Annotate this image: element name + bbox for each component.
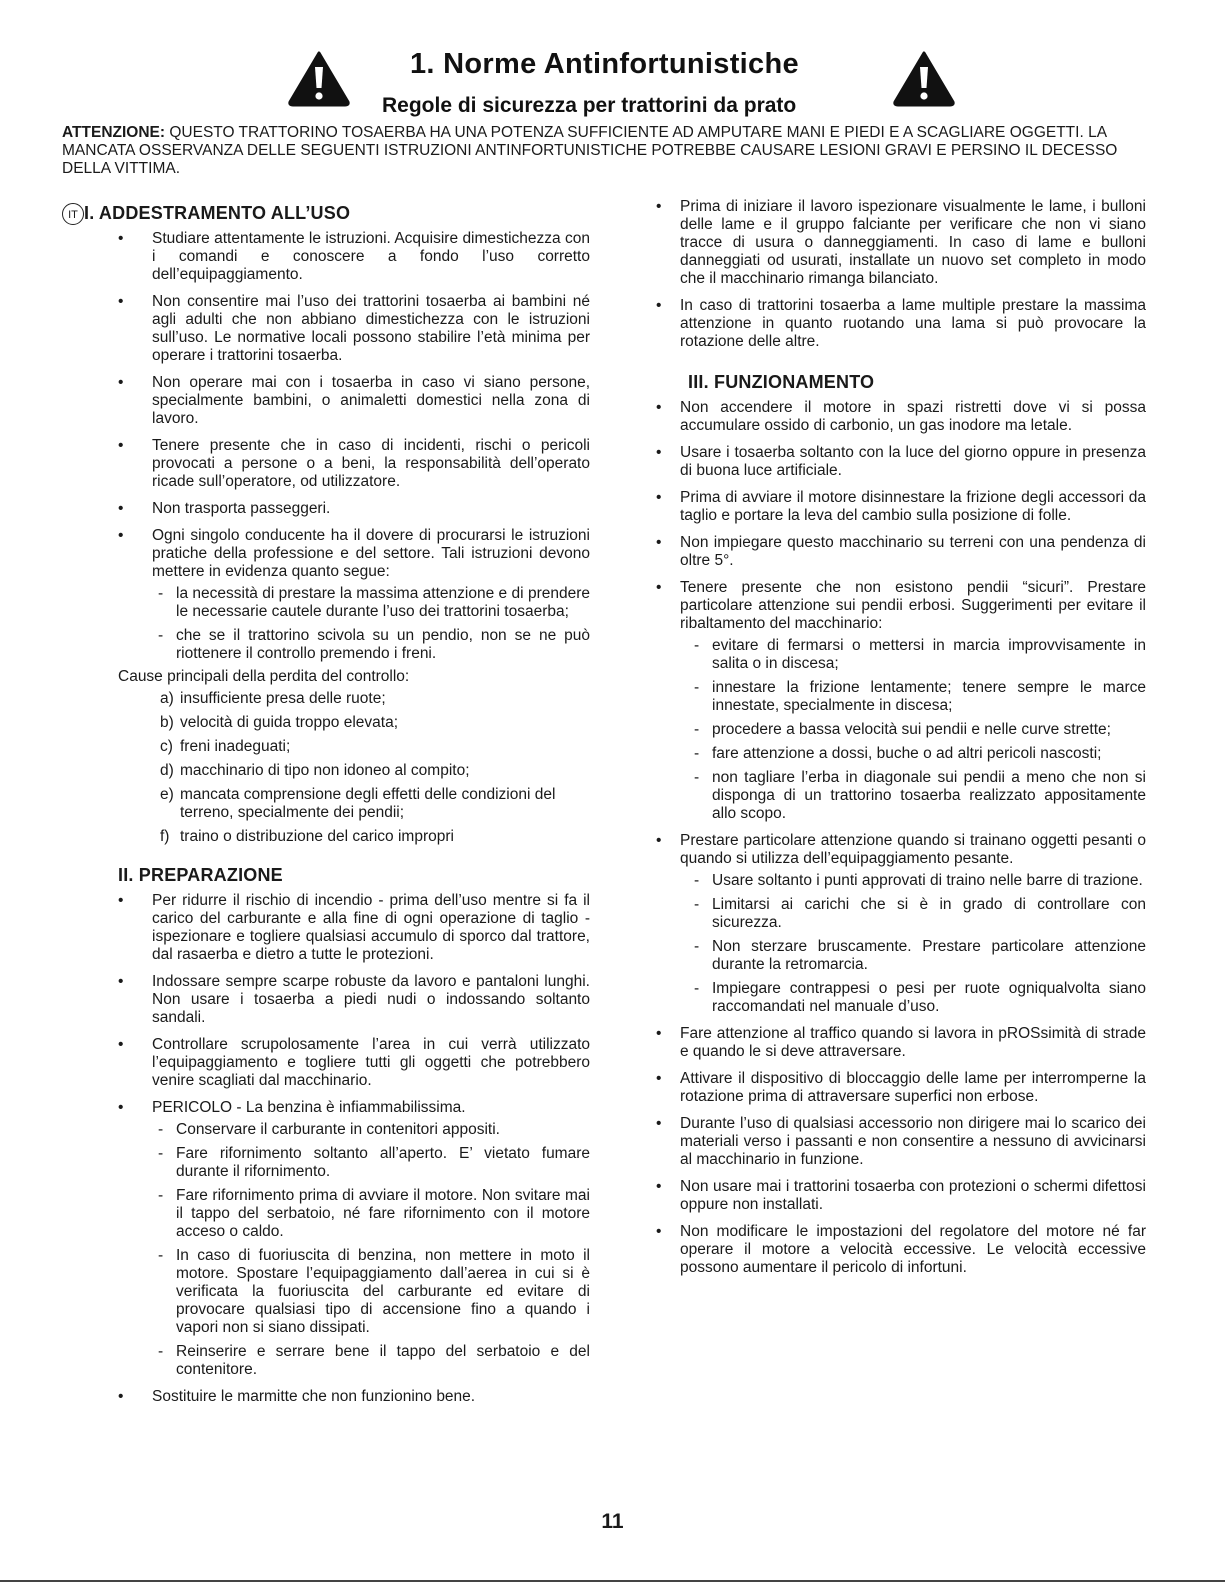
cause-text: mancata comprensione degli effetti delle condizioni del terreno, specialmente dei pendii; [180,786,556,821]
page-header [0,0,1225,130]
sub-list [688,872,1146,1016]
sub-list-item: - Limitarsi ai carichi che si è in grado di controllare con sicurezza. [688,896,1146,932]
list-item [656,832,1146,1016]
list-item: • Prima di avviare il motore disinnestare la frizione degli accessori da taglio e portare la leva del cambio sulla posizione di folle. [656,489,1146,525]
list-item: • Usare i tosaerba soltanto con la luce del giorno oppure in presenza di buona luce artificiale. [656,444,1146,480]
list-item-text: Prestare particolare attenzione quando si trainano oggetti pesanti o quando si utilizza dell’equipaggiamento pesante. [680,832,1146,867]
page-number: 11 [601,1510,624,1533]
list-item: • Non operare mai con i tosaerba in caso vi siano persone, specialmente bambini, o animaletti domestici nella zona di lavoro. [118,374,590,428]
sub-list-item: - Reinserire e serrare bene il tappo del serbatoio e del contenitore. [152,1343,590,1379]
cause-item [160,828,590,846]
list-item: • Non accendere il motore in spazi ristretti dove vi si possa accumulare ossido di carbonio, un gas inodore ma letale. [656,399,1146,435]
list-item: • Attivare il dispositivo di bloccaggio delle lame per interromperne la rotazione prima di attraversare superfici non erbose. [656,1070,1146,1106]
operation-list [656,399,1146,1277]
list-item: • Non trasporta passeggeri. [118,500,590,518]
cause-letter: b) [160,714,174,731]
list-item: • In caso di trattorini tosaerba a lame multiple prestare la massima attenzione in quanto ruotando una lama si può provocare la rotazione delle altre. [656,297,1146,351]
list-item: • Per ridurre il rischio di incendio - prima dell’uso mentre si fa il carico del carburante e alla fine di ogni operazione di taglio - ispezionare e togliere qualsiasi accumulo di sporco dal trattore, dal rasaerba e dietro a tutte le protezioni. [118,892,590,964]
sub-list-item: - la necessità di prestare la massima attenzione e di prendere le necessarie cautele durante l’uso dei trattorini tosaerba; [152,585,590,621]
section-title-operation: III. FUNZIONAMENTO [688,372,875,392]
cause-text: traino o distribuzione del carico impropri [180,828,454,845]
sub-list-item: - Fare rifornimento soltanto all’aperto. E’ vietato fumare durante il rifornimento. [152,1145,590,1181]
sub-list [688,637,1146,823]
language-badge: IT [62,203,84,225]
list-item: • Prima di iniziare il lavoro ispezionare visualmente le lame, i bulloni delle lame e il gruppo falciante per verificare che non vi siano tracce di usura o danneggiamenti. In caso di lame e bulloni danneggiati od usurati, installate un nuovo set completo in modo che il macchinario rimanga bilanciato. [656,198,1146,288]
preparation-list [118,892,590,1406]
sub-list-item: - evitare di fermarsi o mettersi in marcia improvvisamente in salita o in discesa; [688,637,1146,673]
list-item-text: Ogni singolo conducente ha il dovere di procurarsi le istruzioni pratiche della professione e del settore. Tali istruzioni devono mettere in evidenza quanto segue: [152,527,590,580]
sub-list-item: - Conservare il carburante in contenitori appositi. [152,1121,590,1139]
cause-item [160,786,590,822]
sub-list-item: - che se il trattorino scivola su un pendio, non se ne può riottenere il controllo premendo i freni. [152,627,590,663]
cause-text: insufficiente presa delle ruote; [180,690,386,707]
list-item-text: PERICOLO - La benzina è infiammabilissima. [152,1099,466,1116]
list-item [118,527,590,663]
cause-letter: e) [160,786,174,803]
list-item-text: Tenere presente che non esistono pendii “sicuri”. Prestare particolare attenzione sui pendii erbosi. Suggerimenti per evitare il ribaltamento del macchinario: [680,579,1146,632]
section-title-training: I. ADDESTRAMENTO ALL’USO [84,203,351,223]
cause-text: macchinario di tipo non idoneo al compito; [180,762,470,779]
sub-list-item: - Non sterzare bruscamente. Prestare particolare attenzione durante la retromarcia. [688,938,1146,974]
cause-text: freni inadeguati; [180,738,291,755]
list-item [656,579,1146,823]
list-item: • Non usare mai i trattorini tosaerba con protezioni o schermi difettosi oppure non installati. [656,1178,1146,1214]
sub-list-item: - fare attenzione a dossi, buche o ad altri pericoli nascosti; [688,745,1146,763]
list-item: • Indossare sempre scarpe robuste da lavoro e pantaloni lunghi. Non usare i tosaerba a piedi nudi o indossando soltanto sandali. [118,973,590,1027]
left-column [84,198,590,1415]
sub-list-item: - Fare rifornimento prima di avviare il motore. Non svitare mai il tappo del serbatoio, né fare rifornimento con il motore acceso o caldo. [152,1187,590,1241]
sub-list-item: - Impiegare contrappesi o pesi per ruote ogniqualvolta siano raccomandati nel manuale d’uso. [688,980,1146,1016]
list-item: • Controllare scrupolosamente l’area in cui verrà utilizzato l’equipaggiamento e togliere tutti gli oggetti che potrebbero venire scagliati dal macchinario. [118,1036,590,1090]
cause-letter: f) [160,828,170,845]
list-item: • Tenere presente che in caso di incidenti, rischi o pericoli provocati a persone o a beni, la responsabilità dell’operato ricade sull’operatore, od utilizzatore. [118,437,590,491]
inspection-list [656,198,1146,351]
sub-list [152,1121,590,1379]
causes-title: Cause principali della perdita del controllo: [118,668,410,685]
sub-list [152,585,590,663]
cause-letter: d) [160,762,174,779]
cause-item [160,762,590,780]
sub-list-item: - non tagliare l’erba in diagonale sui pendii a meno che non si disponga di un trattorino tosaerba realizzato appositamente allo scopo. [688,769,1146,823]
cause-letter: a) [160,690,174,707]
section-title-preparation: II. PREPARAZIONE [118,865,283,885]
page-title: 1. Norme Antinfortunistiche [410,48,799,80]
cause-text: velocità di guida troppo elevata; [180,714,399,731]
list-item: • Sostituire le marmitte che non funzionino bene. [118,1388,590,1406]
list-item: • Fare attenzione al traffico quando si lavora in pROSsimità di strade e quando le si deve attraversare. [656,1025,1146,1061]
sub-list-item: - innestare la frizione lentamente; tenere sempre le marce innestate, specialmente in discesa; [688,679,1146,715]
causes-list [160,690,590,846]
sub-list-item: - procedere a bassa velocità sui pendii e nelle curve strette; [688,721,1146,739]
cause-item [160,738,590,756]
cause-item [160,714,590,732]
attention-label: ATTENZIONE: [62,124,166,141]
list-item: • Durante l’uso di qualsiasi accessorio non dirigere mai lo scarico dei materiali verso i passanti e non consentire a nessuno di avvicinarsi al macchinario in funzione. [656,1115,1146,1169]
warning-triangle-icon [287,50,351,108]
page-subtitle: Regole di sicurezza per trattorini da prato [382,94,797,117]
list-item: • Non impiegare questo macchinario su terreni con una pendenza di oltre 5°. [656,534,1146,570]
list-item: • Non consentire mai l’uso dei trattorini tosaerba ai bambini né agli adulti che non abbiano dimestichezza con le istruzioni sull’uso. Le normative locali possono stabilire l’età minima per operare i trattorini tosaerba. [118,293,590,365]
warning-triangle-icon [892,50,956,108]
cause-letter: c) [160,738,173,755]
list-item: • Studiare attentamente le istruzioni. Acquisire dimestichezza con i comandi e conoscere a fondo l’uso corretto dell’equipaggiamento. [118,230,590,284]
list-item: • Non modificare le impostazioni del regolatore del motore né far operare il motore a velocità eccessive. Le velocità eccessive possono aumentare il pericolo di infortuni. [656,1223,1146,1277]
list-item [118,1099,590,1379]
attention-text: QUESTO TRATTORINO TOSAERBA HA UNA POTENZA SUFFICIENTE AD AMPUTARE MANI E PIEDI E A SCAGLIARE OGGETTI. LA MANCATA OSSERVANZA DELLE SEGUENTI ISTRUZIONI ANTINFORTUNISTICHE POTREBBE CAUSARE LESIONI GRAVI E PERSINO IL DECESSO DELLA VITTIMA. [62,124,1118,177]
cause-item [160,690,590,708]
sub-list-item: - In caso di fuoriuscita di benzina, non mettere in moto il motore. Spostare l’equipaggiamento dall’aerea in cui si è verificata la fuoriuscita del carburante ed evitare di provocare qualsiasi tipo di accensione fino a quando i vapori non si siano dissipati. [152,1247,590,1337]
bottom-divider [0,1580,1225,1582]
attention-notice [62,124,1157,178]
training-list [118,230,590,663]
sub-list-item: - Usare soltanto i punti approvati di traino nelle barre di trazione. [688,872,1146,890]
right-column [680,198,1146,1286]
